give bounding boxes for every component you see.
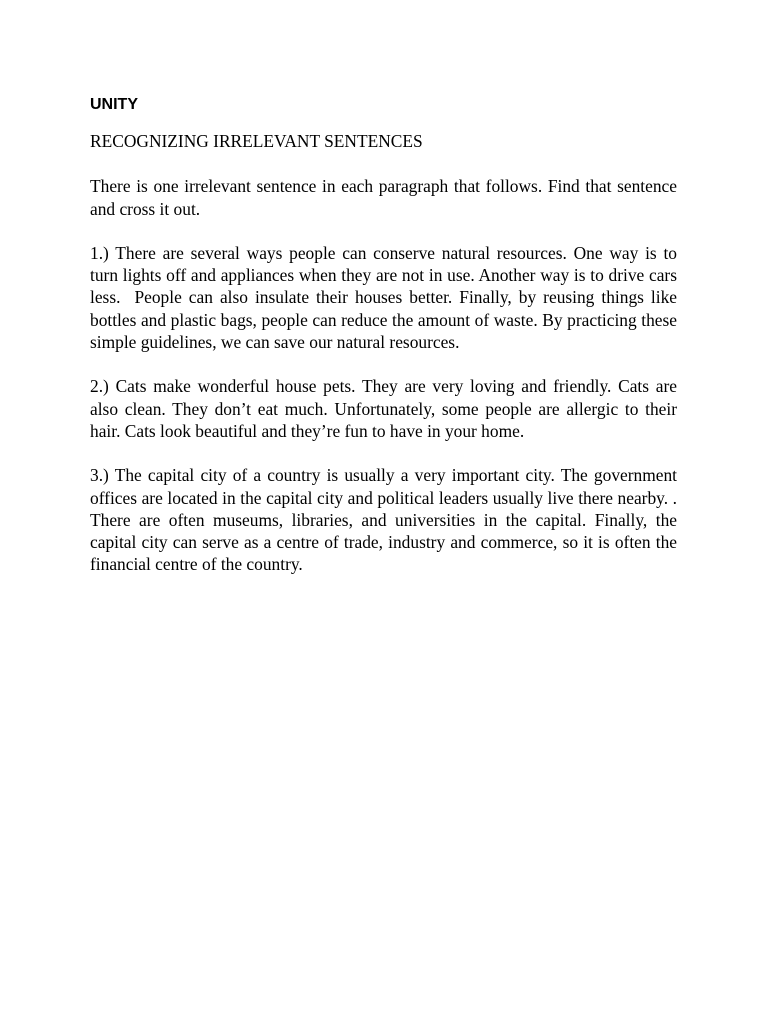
exercise-paragraph-1	[90, 242, 682, 353]
exercise-paragraph-3	[90, 464, 682, 575]
paragraph-text: 3.) The capital city of a country is usually a very important city. The government offices are located in the capital city and political leaders usually live there nearby. . There are often museums, libraries, and universities in the capital. Finally, the capital city can serve as a centre of trade, industry and commerce, so it is often the financial centre of the country.	[90, 465, 682, 575]
paragraph-text: 2.) Cats make wonderful house pets. They are very loving and friendly. Cats are also clean. They don’t eat much. Unfortunately, some people are allergic to their hair. Cats look beautiful and they’re fun to have in your home.	[90, 376, 682, 441]
instructions-text: There is one irrelevant sentence in each paragraph that follows. Find that sentence and cross it out.	[90, 176, 682, 219]
section-heading: UNITY	[90, 96, 138, 113]
paragraph-text: 1.) There are several ways people can conserve natural resources. One way is to turn lights off and appliances when they are not in use. Another way is to drive cars less. People can also insulate their houses better. Finally, by reusing things like bottles and plastic bags, people can reduce the amount of waste. By practicing these simple guidelines, we can save our natural resources.	[90, 242, 682, 353]
document-page	[90, 94, 682, 598]
instructions-paragraph	[90, 175, 682, 220]
exercise-paragraph-2	[90, 375, 682, 442]
exercise-title: RECOGNIZING IRRELEVANT SENTENCES	[90, 131, 423, 151]
